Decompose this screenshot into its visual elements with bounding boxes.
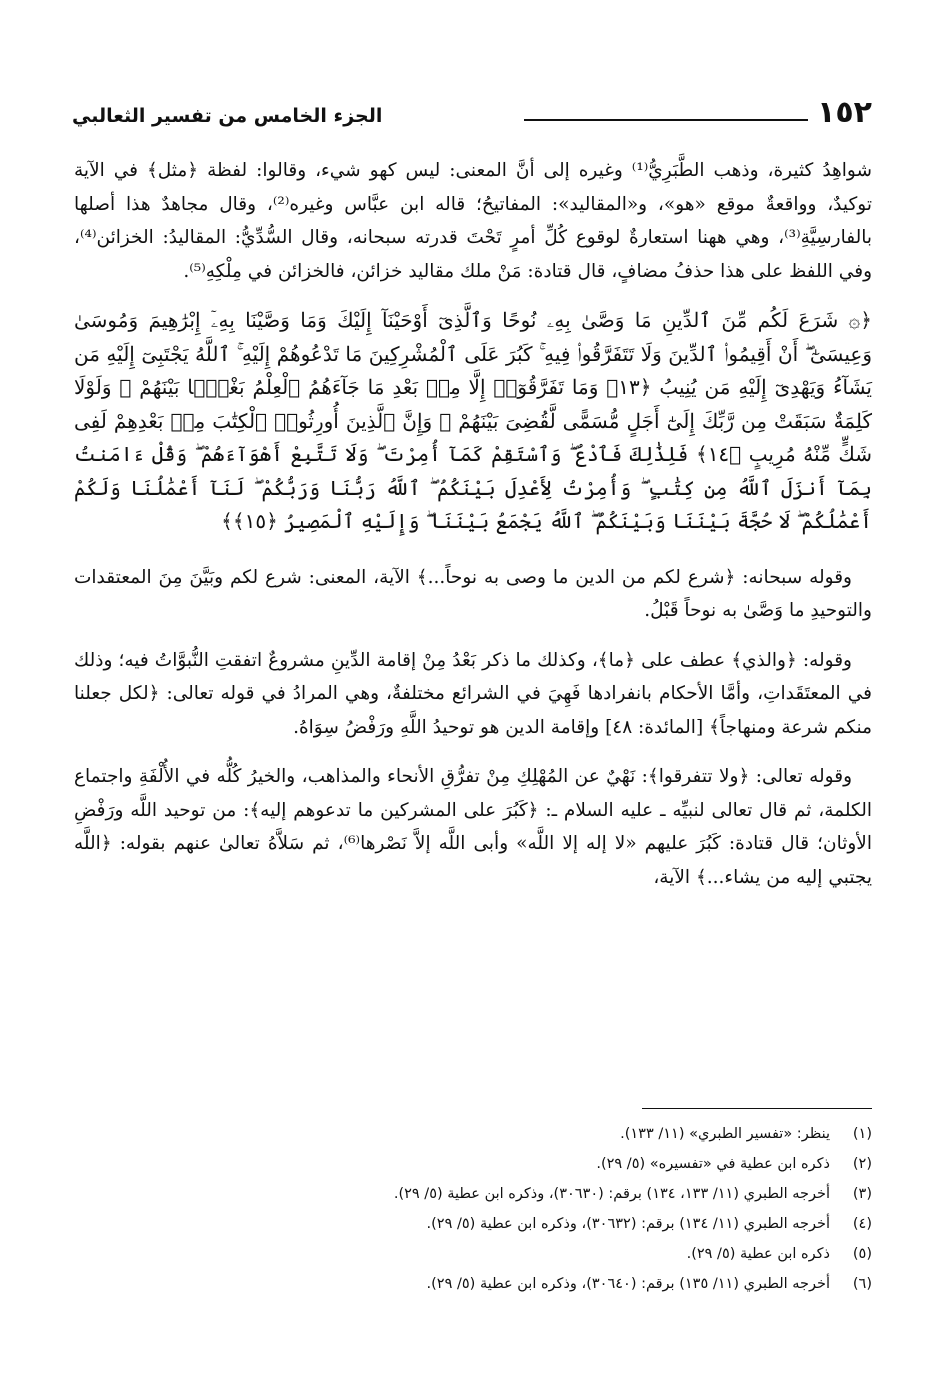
page-number: ١٥٢ bbox=[817, 95, 872, 130]
footnotes bbox=[74, 1108, 872, 1299]
footnote-1 bbox=[74, 1119, 872, 1149]
footnote-number: (٥) bbox=[852, 1246, 872, 1262]
paragraph-3: وقوله: ﴿والذي﴾ عطف على ﴿ما﴾، وكذلك ما ذكر بَعْدُ مِنْ إقامة الدِّينِ مشروعٌ اتفقتِ النُّبوَّاتُ فيه؛ وذلك في المعتَقَداتِ، وأمَّا الأحكام بانفرادها فَهِيَ في الشرائع مختلفةٌ، وهي المرادُ في قوله تعالى: ﴿لكل جعلنا منكم شرعة ومنهاجاً﴾ [المائدة: ٤٨] وإقامة الدين هو توحيدُ اللَّهِ ورَفْضُ سِوَاهُ. bbox=[74, 649, 872, 738]
footnote-5 bbox=[74, 1239, 872, 1269]
footnote-4 bbox=[74, 1209, 872, 1239]
footnote-text: ذكره ابن عطية في «تفسيره» (٥/ ٢٩). bbox=[596, 1156, 830, 1172]
footnote-6 bbox=[74, 1269, 872, 1299]
main-text bbox=[74, 154, 872, 910]
paragraph-1: شواهِدُ كثيرة، وذهب الطَّبَرِيُّ⁽¹⁾ وغيره إلى أنَّ المعنى: ليس كهو شيء، وقالوا: لفظة ﴿مثل﴾ في الآية توكيدٌ، وواقعةٌ موقع «هو»، و«المقاليد»: المفاتيحُ؛ قاله ابن عبَّاس وغيره⁽²⁾، وقال مجاهدٌ هذا أصلها بالفارسِيَّةِ⁽³⁾، وهي ههنا استعارةٌ لوقوع كُلِّ أمرٍ تَحْتَ قدرته سبحانه، وقال السُّدِّيُّ: المقاليدُ: الخزائن⁽⁴⁾، وفي اللفظ على هذا حذفُ مضافٍ، قال قتادة: مَنْ ملك مقاليد خزائن، فالخزائن في مِلْكِهِ⁽⁵⁾. bbox=[74, 160, 872, 282]
paragraph-2: وقوله سبحانه: ﴿شرع لكم من الدين ما وصى به نوحاً...﴾ الآية، المعنى: شرع لكم وبَيَّنَ مِنَ المعتقدات والتوحيدِ ما وَصَّىٰ به نوحاً قَبْلُ. bbox=[74, 566, 872, 621]
page-header bbox=[72, 96, 872, 140]
quran-passage: ﴿۞ شَرَعَ لَكُم مِّنَ ٱلدِّينِ مَا وَصَّىٰ بِهِۦ نُوحًا وَٱلَّذِىٓ أَوْحَيْنَآ إِلَيْكَ وَمَا وَصَّيْنَا بِهِۦٓ إِبْرَٰهِيمَ وَمُوسَىٰ وَعِيسَىٰٓ ۖ أَنْ أَقِيمُوا۟ ٱلدِّينَ وَلَا تَتَفَرَّقُوا۟ فِيهِ ۚ كَبُرَ عَلَى ٱلْمُشْرِكِينَ مَا تَدْعُوهُمْ إِلَيْهِ ۚ ٱللَّهُ يَجْتَبِىٓ إِلَيْهِ مَن يَشَآءُ وَيَهْدِىٓ إِلَيْهِ مَن يُنِيبُ ﴿١٣﴾ وَمَا تَفَرَّقُوٓا۟ إِلَّا مِنۢ بَعْدِ مَا جَآءَهُمُ ٱلْعِلْمُ بَغْيًۢا بَيْنَهُمْ ۚ وَلَوْلَا كَلِمَةٌ سَبَقَتْ مِن رَّبِّكَ إِلَىٰٓ أَجَلٍ مُّسَمًّى لَّقُضِىَ بَيْنَهُمْ ۚ وَإِنَّ ٱلَّذِينَ أُورِثُوا۟ ٱلْكِتَٰبَ مِنۢ بَعْدِهِمْ لَفِى شَكٍّ مِّنْهُ مُرِيبٍ ﴿١٤﴾ فَلِذَٰلِكَ فَٱدْعُ ۖ وَٱسْتَقِمْ كَمَآ أُمِرْتَ ۖ وَلَا تَتَّبِعْ أَهْوَآءَهُمْ ۖ وَقُلْ ءَامَنتُ بِمَآ أَنزَلَ ٱللَّهُ مِن كِتَٰبٍ ۖ وَأُمِرْتُ لِأَعْدِلَ بَيْنَكُمُ ۖ ٱللَّهُ رَبُّنَا وَرَبُّكُمْ ۖ لَنَآ أَعْمَٰلُنَا وَلَكُمْ أَعْمَٰلُكُمْ ۖ لَا حُجَّةَ بَيْنَنَا وَبَيْنَكُمُ ۖ ٱللَّهُ يَجْمَعُ بَيْنَنَا ۖ وَإِلَيْهِ ٱلْمَصِيرُ ﴿١٥﴾﴾ bbox=[74, 308, 872, 533]
running-title: الجزء الخامس من تفسير الثعالبي bbox=[72, 105, 383, 127]
footnote-text: أخرجه الطبري (١١/ ١٣٤) برقم: (٣٠٦٣٢)، وذكره ابن عطية (٥/ ٢٩). bbox=[426, 1216, 830, 1232]
footnote-number: (٢) bbox=[852, 1156, 872, 1172]
footnote-2 bbox=[74, 1149, 872, 1179]
paragraph-4: وقوله تعالى: ﴿ولا تتفرقوا﴾: نَهْيٌ عن المُهْلِكِ مِنْ تفرُّقِ الأنحاء والمذاهب، والخيرُ كُلُّه في الأُلْفَةِ واجتماع الكلمة، ثم قال تعالى لنبيِّه ـ عليه السلام ـ: ﴿كَبُرَ على المشركين ما تدعوهم إليه﴾: من توحيد اللَّه ورَفْضِ الأوثان؛ قال قتادة: كَبُرَ عليهم «لا إله إلا اللَّه» وأبى اللَّه إلاَّ نَصْرها⁽⁶⁾، ثم سَلاَّهُ تعالىٰ عنهم بقوله: ﴿اللَّه يجتبي إليه من يشاء...﴾ الآية، bbox=[74, 766, 872, 888]
footnote-text: أخرجه الطبري (١١/ ١٣٣، ١٣٤) برقم: (٣٠٦٣٠)، وذكره ابن عطية (٥/ ٢٩). bbox=[393, 1186, 830, 1202]
footnote-number: (٣) bbox=[852, 1186, 872, 1202]
footnote-number: (٤) bbox=[852, 1216, 872, 1232]
footnote-rule bbox=[642, 1108, 872, 1109]
footnote-text: أخرجه الطبري (١١/ ١٣٥) برقم: (٣٠٦٤٠)، وذكره ابن عطية (٥/ ٢٩). bbox=[426, 1276, 830, 1292]
footnote-3 bbox=[74, 1179, 872, 1209]
footnote-text: ينظر: «تفسير الطبري» (١١/ ١٣٣). bbox=[620, 1126, 830, 1142]
footnote-number: (٦) bbox=[852, 1276, 872, 1292]
footnote-number: (١) bbox=[852, 1126, 872, 1142]
footnote-text: ذكره ابن عطية (٥/ ٢٩). bbox=[686, 1246, 830, 1262]
header-rule bbox=[524, 119, 808, 121]
